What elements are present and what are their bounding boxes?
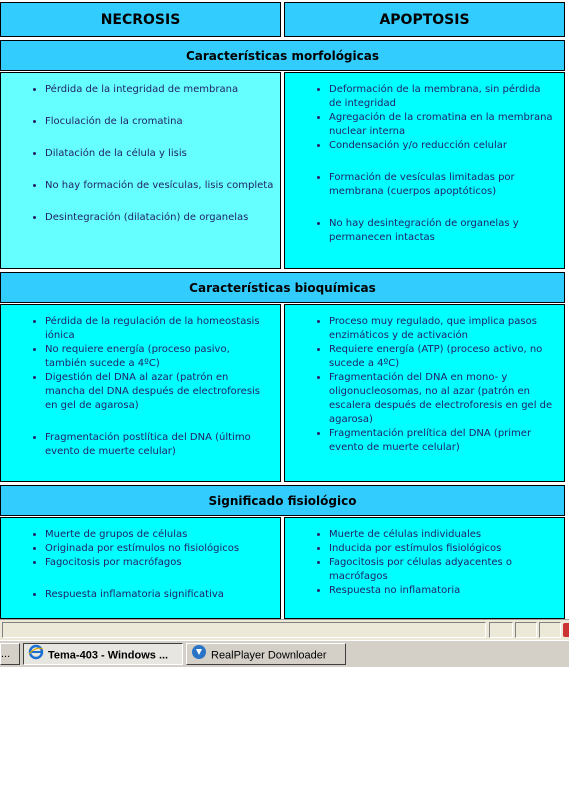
list-item: • Respuesta no inflamatoria xyxy=(329,584,554,598)
list-item: • No requiere energía (proceso pasivo, también sucede a 4ºC) xyxy=(45,343,270,371)
realplayer-download-icon xyxy=(191,644,207,665)
status-pane xyxy=(2,622,486,638)
list-item: • Respuesta inflamatoria significativa xyxy=(45,588,280,602)
status-pane xyxy=(489,622,513,638)
status-pane xyxy=(539,622,561,638)
list-item: • Formación de vesículas limitadas por membrana (cuerpos apoptóticos) xyxy=(329,171,554,199)
list-item: • Digestión del DNA al azar (patrón en mancha del DNA después de electroforesis en gel de agarosa) xyxy=(45,371,270,413)
apoptosis-biochemical-cell xyxy=(284,304,565,482)
list-item: • Dilatación de la célula y lisis xyxy=(45,147,280,161)
list-item: • Fagocitosis por células adyacentes o macrófagos xyxy=(329,556,554,584)
section-physiological-title: Significado fisiológico xyxy=(0,485,565,516)
list-item: • No hay formación de vesículas, lisis completa xyxy=(45,179,280,193)
list-item: • Requiere energía (ATP) (proceso activo, no sucede a 4ºC) xyxy=(329,343,554,371)
apoptosis-morphological-cell xyxy=(284,72,565,269)
taskbar-item-label: ... xyxy=(1,648,11,660)
list-item: • Desintegración (dilatación) de organelas xyxy=(45,211,280,225)
necrosis-morphological-cell xyxy=(0,72,281,269)
windows-taskbar xyxy=(0,640,569,667)
list-item: • Floculación de la cromatina xyxy=(45,115,280,129)
apoptosis-physiological-cell xyxy=(284,517,565,619)
necrosis-biochemical-cell xyxy=(0,304,281,482)
list-item: • Muerte de grupos de células xyxy=(45,528,280,542)
list-item: • Originada por estímulos no fisiológicos xyxy=(45,542,280,556)
list-item: • Deformación de la membrana, sin pérdida de integridad xyxy=(329,83,554,111)
list-item: • Pérdida de la integridad de membrana xyxy=(45,83,280,97)
list-item: • Fragmentación prelítica del DNA (primer evento de muerte celular) xyxy=(329,427,554,455)
list-item: • Proceso muy regulado, que implica pasos enzimáticos y de activación xyxy=(329,315,554,343)
list-item: • Pérdida de la regulación de la homeostasis iónica xyxy=(45,315,270,343)
necrosis-header: NECROSIS xyxy=(0,2,281,37)
necrosis-physiological-cell xyxy=(0,517,281,619)
section-morphological-title: Características morfológicas xyxy=(0,40,565,71)
list-item: • Agregación de la cromatina en la membrana nuclear interna xyxy=(329,111,554,139)
security-zone-icon[interactable] xyxy=(563,623,569,637)
section-biochemical-title: Características bioquímicas xyxy=(0,272,565,303)
taskbar-item-previous[interactable] xyxy=(0,643,20,665)
taskbar-item-internet-explorer[interactable] xyxy=(23,643,183,665)
taskbar-item-realplayer[interactable] xyxy=(186,643,346,665)
taskbar-item-label: Tema-403 - Windows ... xyxy=(48,649,169,662)
list-item: • Muerte de células individuales xyxy=(329,528,554,542)
taskbar-item-label: RealPlayer Downloader xyxy=(211,649,327,662)
list-item: • Condensación y/o reducción celular xyxy=(329,139,554,153)
list-item: • Inducida por estímulos fisiológicos xyxy=(329,542,554,556)
browser-status-bar xyxy=(0,619,569,640)
internet-explorer-icon xyxy=(28,644,44,665)
list-item: • Fragmentación del DNA en mono- y oligonucleosomas, no al azar (patrón en escalera después de electroforesis en gel de agarosa) xyxy=(329,371,554,427)
status-pane xyxy=(515,622,537,638)
apoptosis-header: APOPTOSIS xyxy=(284,2,565,37)
list-item: • Fragmentación postlítica del DNA (último evento de muerte celular) xyxy=(45,431,270,459)
list-item: • Fagocitosis por macrófagos xyxy=(45,556,280,570)
list-item: • No hay desintegración de organelas y permanecen intactas xyxy=(329,217,554,245)
